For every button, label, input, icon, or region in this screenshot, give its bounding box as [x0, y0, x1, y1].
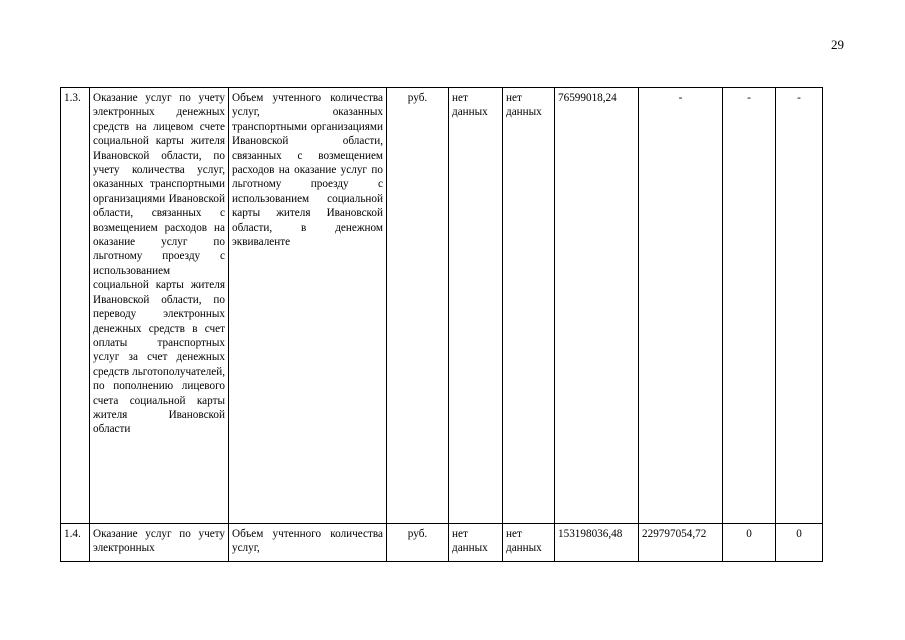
value-cell-8: 229797054,72 — [639, 524, 723, 562]
unit-cell: руб. — [387, 524, 449, 562]
service-name-cell: Оказание услуг по учету электронных денежных средств на лицевом счете социальной карты жителя Ивановской области, по учету количества услуг, оказанных транспортными организациями Ивановской области, связанных с возмещением расходов на оказание услуг по льготному проезду с использованием социальной карты жителя Ивановской области, по переводу электронных денежных средств в счет оплаты транспортных услуг за счет денежных средств льготополучателей, по пополнению лицевого счета социальной карты жителя Ивановской области — [90, 88, 229, 524]
value-cell-8: - — [639, 88, 723, 524]
value-cell-7: 76599018,24 — [555, 88, 639, 524]
value-cell-5: нет данных — [449, 524, 503, 562]
page-number: 29 — [831, 37, 844, 52]
value-cell-10: - — [776, 88, 823, 524]
value-cell-10: 0 — [776, 524, 823, 562]
services-table — [60, 87, 823, 562]
service-name-cell: Оказание услуг по учету электронных — [90, 524, 229, 562]
table-row — [61, 88, 823, 524]
value-cell-5: нет данных — [449, 88, 503, 524]
value-cell-7: 153198036,48 — [555, 524, 639, 562]
value-cell-9: 0 — [723, 524, 776, 562]
indicator-cell: Объем учтенного количества услуг, — [229, 524, 387, 562]
value-cell-6: нет данных — [503, 524, 555, 562]
unit-cell: руб. — [387, 88, 449, 524]
value-cell-9: - — [723, 88, 776, 524]
row-number-cell: 1.4. — [61, 524, 90, 562]
indicator-cell: Объем учтенного количества услуг, оказанных транспортными организациями Ивановской области, связанных с возмещением расходов на оказание услуг по льготному проезду с использованием социальной карты жителя Ивановской области, в денежном эквиваленте — [229, 88, 387, 524]
value-cell-6: нет данных — [503, 88, 555, 524]
table-row — [61, 524, 823, 562]
row-number-cell: 1.3. — [61, 88, 90, 524]
